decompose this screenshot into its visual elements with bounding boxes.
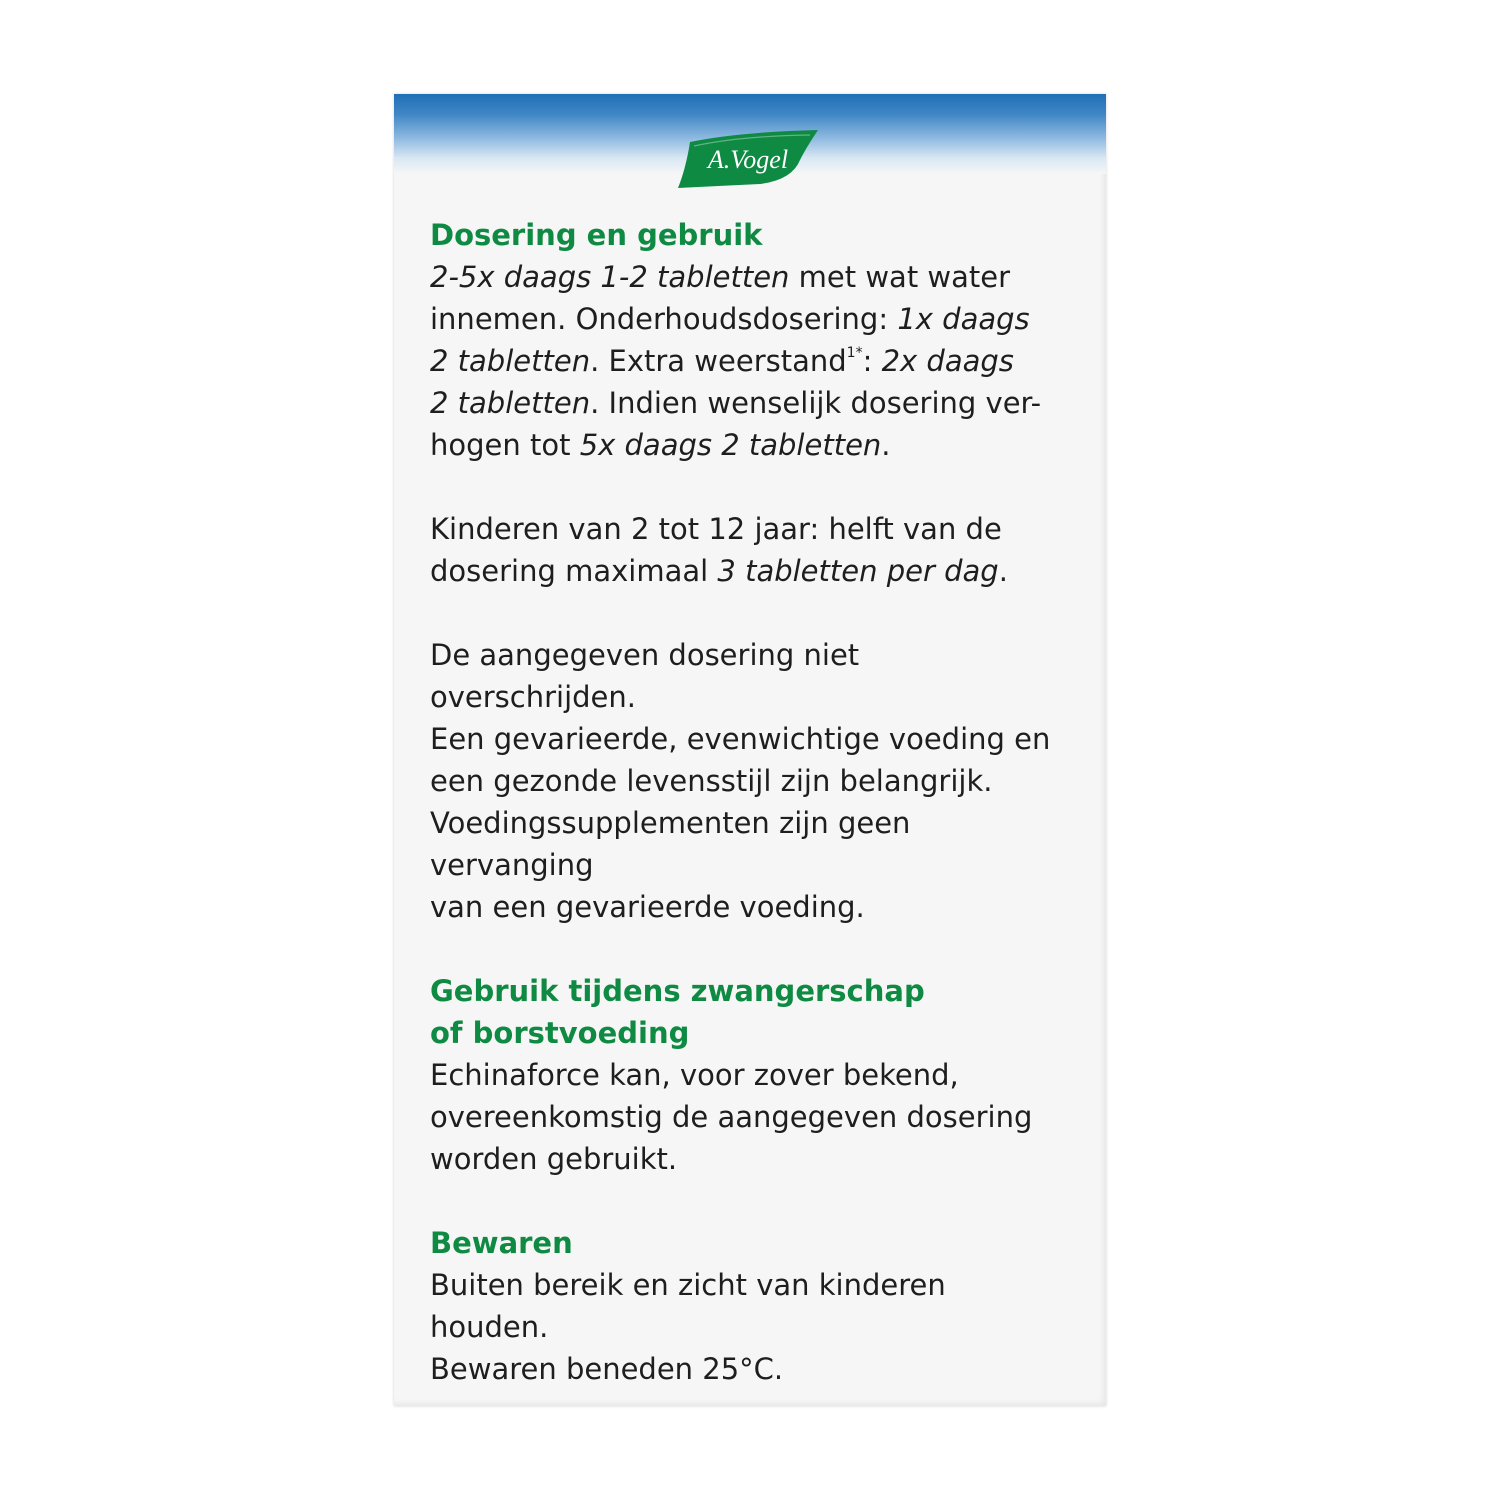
- warning-line: van een gevarieerde voeding.: [430, 890, 865, 924]
- pregnancy-heading-line-1: Gebruik tijdens zwangerschap: [430, 974, 925, 1008]
- dosage-line-2: innemen. Onderhoudsdosering: 1x daags: [430, 302, 1030, 336]
- warning-line: Voedingssupplementen zijn geen vervanging: [430, 806, 911, 882]
- storage-line: Buiten bereik en zicht van kinderen houden.: [430, 1268, 946, 1344]
- dosage-line-4: 2 tabletten. Indien wenselijk dosering ver-: [430, 386, 1042, 420]
- dosage-heading: Dosering en gebruik: [430, 218, 763, 252]
- pregnancy-heading-line-2: of borstvoeding: [430, 1016, 690, 1050]
- storage-line: Bewaren beneden 25°C.: [430, 1352, 784, 1386]
- text-content: [430, 214, 1070, 1390]
- dosage-line-1: 2-5x daags 1-2 tabletten met wat water: [430, 260, 1011, 294]
- logo-text: A.Vogel: [707, 145, 789, 174]
- warning-line: De aangegeven dosering niet overschrijden.: [430, 638, 860, 714]
- children-line-1: Kinderen van 2 tot 12 jaar: helft van de: [430, 512, 1002, 546]
- warning-line: Een gevarieerde, evenwichtige voeding en: [430, 722, 1051, 756]
- pregnancy-line: Echinaforce kan, voor zover bekend,: [430, 1058, 959, 1092]
- children-line-2: dosering maximaal 3 tabletten per dag.: [430, 554, 1008, 588]
- avogel-logo: [678, 130, 823, 190]
- dosage-line-5: hogen tot 5x daags 2 tabletten.: [430, 428, 891, 462]
- warning-line: een gezonde levensstijl zijn belangrijk.: [430, 764, 993, 798]
- package-panel: [394, 94, 1106, 1406]
- footnote-marker: 1*: [846, 345, 863, 361]
- pregnancy-line: overeenkomstig de aangegeven dosering: [430, 1100, 1033, 1134]
- storage-heading: Bewaren: [430, 1226, 573, 1260]
- dosage-line-3: 2 tabletten. Extra weerstand$^{1*}$: 2x daags: [430, 344, 1014, 378]
- pregnancy-line: worden gebruikt.: [430, 1142, 678, 1176]
